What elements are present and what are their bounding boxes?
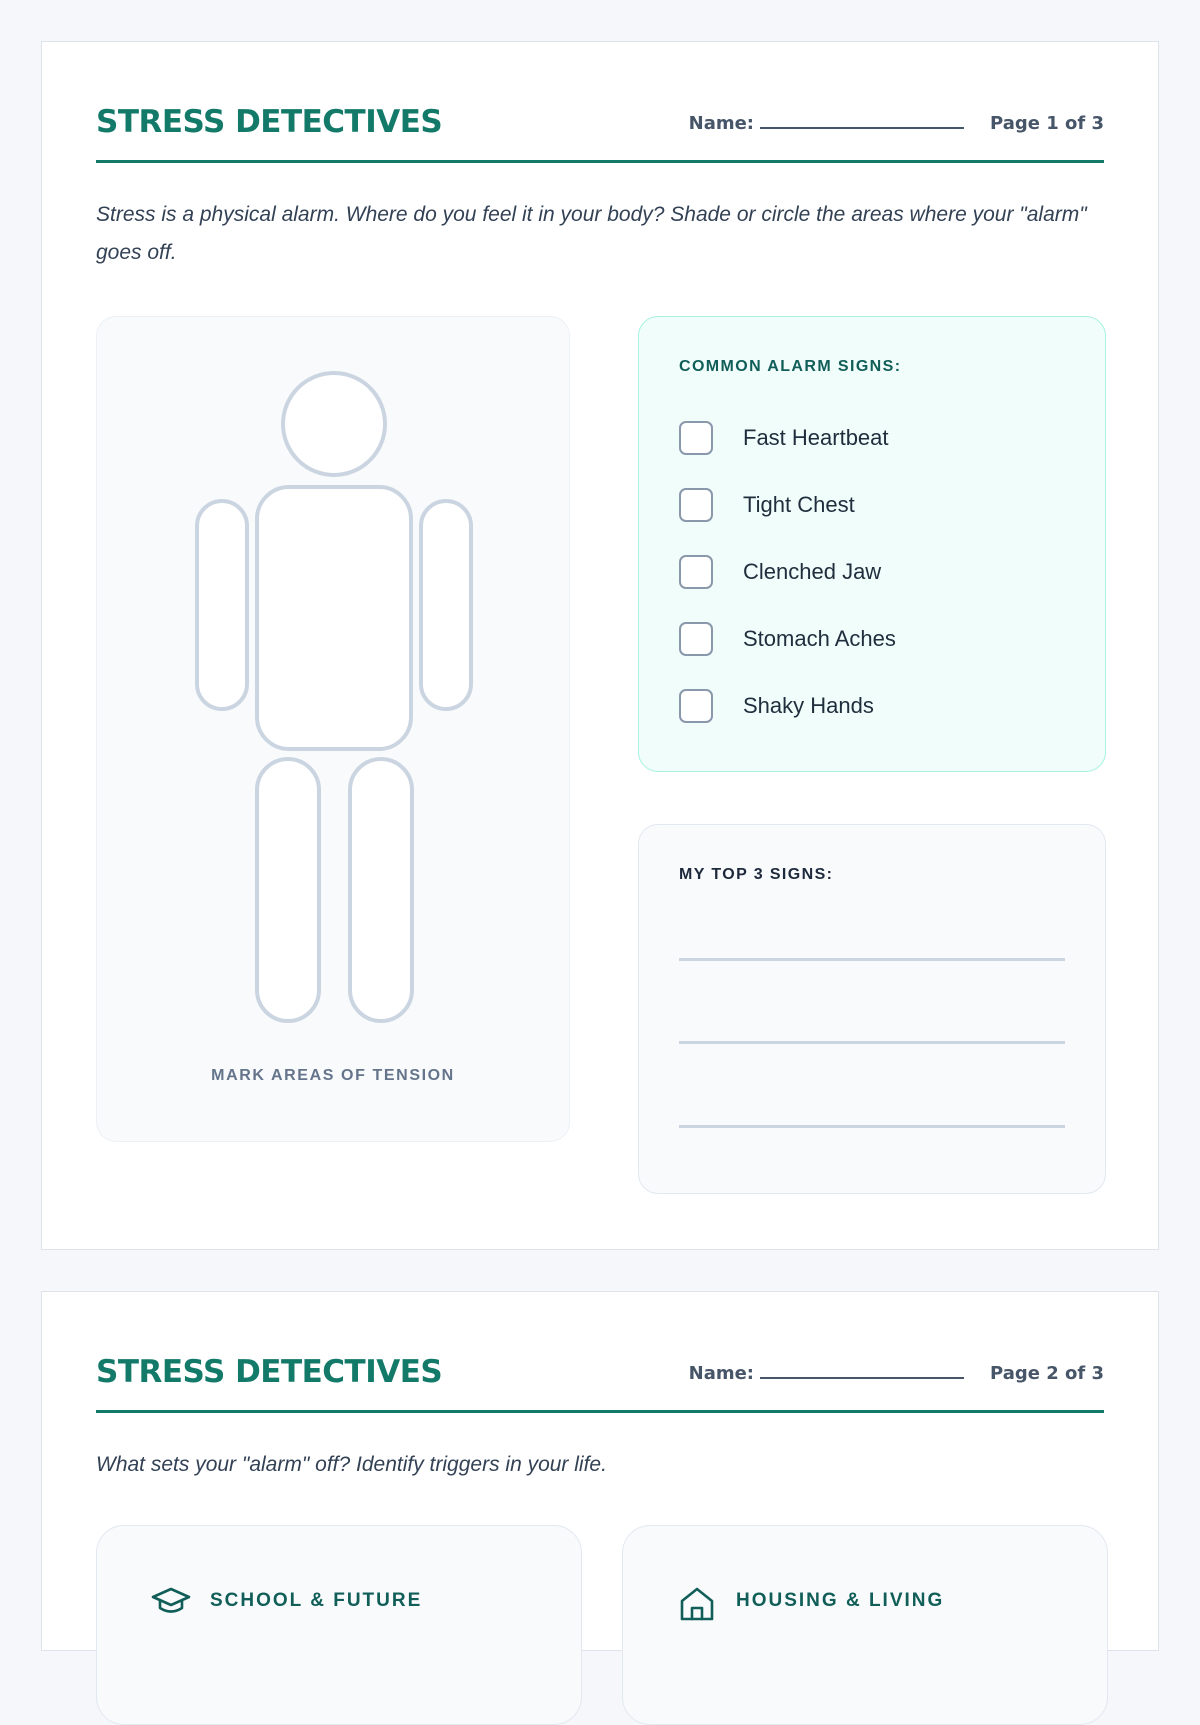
right-leg-outline (350, 759, 412, 1021)
left-arm-outline (197, 501, 247, 709)
top-signs-heading: MY TOP 3 SIGNS: (679, 866, 834, 883)
write-line[interactable] (679, 1041, 1065, 1044)
name-label: Name: (688, 1363, 754, 1384)
checklist-item-label: Clenched Jaw (743, 559, 882, 584)
checklist-item[interactable] (679, 552, 881, 592)
checklist-item-label: Stomach Aches (743, 626, 896, 651)
name-blank[interactable] (760, 1361, 964, 1379)
trigger-category-card[interactable] (622, 1525, 1108, 1725)
head-outline (283, 373, 385, 475)
graduation-cap-icon (151, 1586, 191, 1618)
write-line[interactable] (679, 958, 1065, 961)
trigger-category-label: HOUSING & LIVING (736, 1590, 945, 1611)
write-line[interactable] (679, 1125, 1065, 1128)
checklist-item[interactable] (679, 619, 896, 659)
checklist-item-label: Tight Chest (743, 492, 855, 517)
page-title: STRESS DETECTIVES (96, 1354, 443, 1390)
checkbox[interactable] (679, 555, 713, 589)
body-map-caption: MARK AREAS OF TENSION (211, 1067, 455, 1084)
checklist-item-label: Shaky Hands (743, 693, 874, 718)
page-meta (689, 111, 1104, 134)
right-arm-outline (421, 501, 471, 709)
name-blank[interactable] (760, 111, 964, 129)
page-header (96, 1292, 1104, 1413)
page-title: STRESS DETECTIVES (96, 104, 443, 140)
name-label: Name: (688, 113, 754, 134)
home-icon (677, 1586, 717, 1622)
alarm-signs-heading: COMMON ALARM SIGNS: (679, 358, 902, 375)
alarm-signs-card (638, 316, 1106, 772)
checkbox[interactable] (679, 689, 713, 723)
checklist-item-label: Fast Heartbeat (743, 425, 889, 450)
checklist-item[interactable] (679, 418, 889, 458)
page-meta (689, 1361, 1104, 1384)
top-signs-card (638, 824, 1106, 1194)
checklist-item[interactable] (679, 686, 874, 726)
checkbox[interactable] (679, 421, 713, 455)
page-number: Page 2 of 3 (990, 1363, 1104, 1384)
page-header (96, 42, 1104, 163)
trigger-category-card[interactable] (96, 1525, 582, 1725)
worksheet-page-2 (41, 1291, 1159, 1651)
left-leg-outline (257, 759, 319, 1021)
instructions: Stress is a physical alarm. Where do you feel it in your body? Shade or circle the areas where your "alarm" goes off. (96, 203, 1087, 264)
trigger-category-label: SCHOOL & FUTURE (210, 1590, 423, 1611)
checkbox[interactable] (679, 488, 713, 522)
instructions: What sets your "alarm" off? Identify triggers in your life. (96, 1453, 607, 1476)
body-map-card[interactable] (96, 316, 570, 1142)
checklist-item[interactable] (679, 485, 855, 525)
body-outline-icon[interactable] (97, 317, 571, 1143)
torso-outline (257, 487, 411, 749)
worksheet-page-1 (41, 41, 1159, 1250)
page-number: Page 1 of 3 (990, 113, 1104, 134)
checkbox[interactable] (679, 622, 713, 656)
